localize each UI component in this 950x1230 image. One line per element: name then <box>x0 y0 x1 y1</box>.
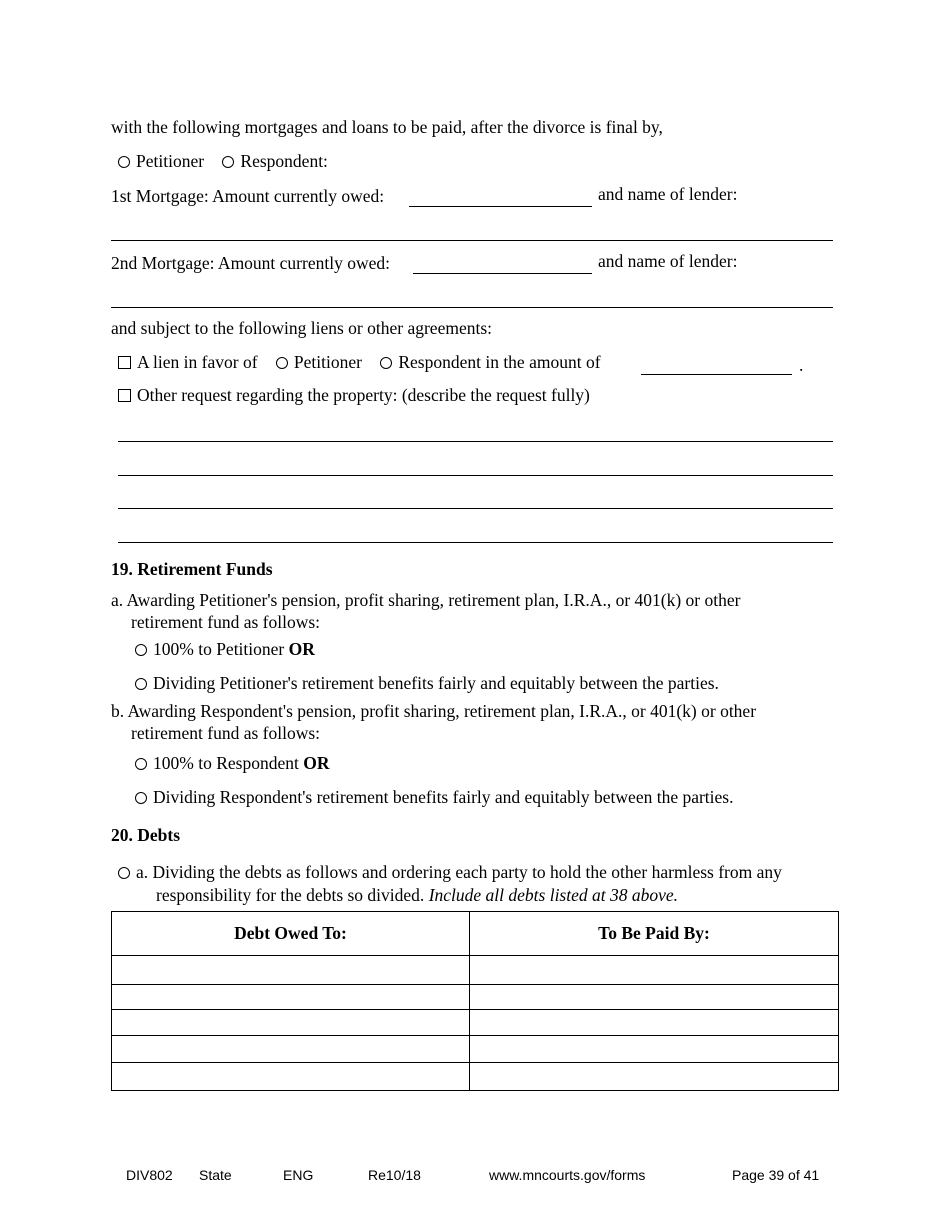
lien-line <box>118 351 601 373</box>
debt-owed-to-cell[interactable] <box>112 1010 470 1036</box>
lien-checkbox[interactable] <box>118 356 131 369</box>
retirement-a-line1: a. Awarding Petitioner's pension, profit sharing, retirement plan, I.R.A., or 401(k) or other <box>111 590 741 610</box>
retirement-b-line1: b. Awarding Respondent's pension, profit sharing, retirement plan, I.R.A., or 401(k) or other <box>111 701 757 721</box>
debt-owed-to-cell[interactable] <box>112 1036 470 1063</box>
liens-intro: and subject to the following liens or other agreements: <box>111 318 493 338</box>
paid-by-cell[interactable] <box>470 1010 839 1036</box>
debt-owed-to-cell[interactable] <box>112 1063 470 1091</box>
retirement-b-opt1 <box>135 752 329 774</box>
mortgage2-label: 2nd Mortgage: Amount currently owed: <box>111 253 390 273</box>
retirement-b-opt2-label: Dividing Respondent's retirement benefits fairly and equitably between the parties. <box>153 787 734 807</box>
other-request-label: Other request regarding the property: (describe the request fully) <box>137 385 590 405</box>
lien-petitioner-radio[interactable] <box>276 357 288 369</box>
lien-label: A lien in favor of <box>137 352 258 372</box>
table-row <box>112 956 839 985</box>
or-label: OR <box>303 753 330 773</box>
mortgage2-lender-field[interactable] <box>111 307 833 308</box>
paid-by-cell[interactable] <box>470 985 839 1010</box>
table-row <box>112 985 839 1010</box>
lien-respondent-label: Respondent in the amount of <box>398 352 601 372</box>
debts-heading: 20. Debts <box>111 825 181 845</box>
retirement-heading: 19. Retirement Funds <box>111 559 273 579</box>
debts-a-label: a. Dividing the debts as follows and ordering each party to hold the other harmless from any <box>136 862 782 882</box>
debts-table <box>111 911 839 1091</box>
other-request-line-3[interactable] <box>118 508 833 509</box>
debts-a-radio[interactable] <box>118 867 130 879</box>
other-request-line <box>118 384 590 406</box>
retirement-a-opt2-radio[interactable] <box>135 678 147 690</box>
mortgage1-lender-label: and name of lender: <box>598 184 738 204</box>
col-to-be-paid-by: To Be Paid By: <box>470 912 839 956</box>
paid-by-cell[interactable] <box>470 1063 839 1091</box>
retirement-a-opt1 <box>135 638 315 660</box>
footer-state: State <box>199 1167 232 1183</box>
lien-respondent-radio[interactable] <box>380 357 392 369</box>
footer-revision: Re10/18 <box>368 1167 421 1183</box>
debts-table-header <box>112 912 839 956</box>
other-request-line-1[interactable] <box>118 441 833 442</box>
petitioner-label: Petitioner <box>136 151 205 171</box>
mortgage1-lender-field[interactable] <box>111 240 833 241</box>
footer-language: ENG <box>283 1167 314 1183</box>
debts-a-line2 <box>156 884 678 906</box>
debt-owed-to-cell[interactable] <box>112 985 470 1010</box>
footer-form-id: DIV802 <box>126 1167 173 1183</box>
retirement-a-opt2 <box>135 672 719 694</box>
mortgage2-amount-field[interactable] <box>413 273 592 274</box>
debt-owed-to-cell[interactable] <box>112 956 470 985</box>
retirement-b-opt1-label: 100% to Respondent <box>153 753 299 773</box>
respondent-radio[interactable] <box>222 156 234 168</box>
retirement-b-opt2-radio[interactable] <box>135 792 147 804</box>
petitioner-radio[interactable] <box>118 156 130 168</box>
debts-a-note: Include all debts listed at 38 above. <box>428 885 679 905</box>
mortgage1-label: 1st Mortgage: Amount currently owed: <box>111 186 385 206</box>
retirement-b-opt2 <box>135 786 733 808</box>
table-row <box>112 1063 839 1091</box>
mortgage2-lender-label: and name of lender: <box>598 251 738 271</box>
table-row <box>112 1010 839 1036</box>
retirement-a-opt1-radio[interactable] <box>135 644 147 656</box>
retirement-a-opt2-label: Dividing Petitioner's retirement benefits fairly and equitably between the parties. <box>153 673 719 693</box>
col-debt-owed-to: Debt Owed To: <box>112 912 470 956</box>
or-label: OR <box>288 639 315 659</box>
retirement-a-opt1-label: 100% to Petitioner <box>153 639 285 659</box>
other-request-checkbox[interactable] <box>118 389 131 402</box>
debts-a-line1 <box>118 861 782 883</box>
debts-a-line2-text: responsibility for the debts so divided. <box>156 885 425 905</box>
payer-options <box>118 150 328 172</box>
lien-amount-field[interactable] <box>641 374 792 375</box>
footer-page-number: Page 39 of 41 <box>732 1167 820 1183</box>
retirement-b-line2: retirement fund as follows: <box>131 723 321 743</box>
retirement-a-line2: retirement fund as follows: <box>131 612 321 632</box>
lien-petitioner-label: Petitioner <box>293 352 362 372</box>
other-request-line-4[interactable] <box>118 542 833 543</box>
mortgage1-amount-field[interactable] <box>409 206 592 207</box>
paid-by-cell[interactable] <box>470 956 839 985</box>
lien-end-period: . <box>799 355 804 375</box>
retirement-b-opt1-radio[interactable] <box>135 758 147 770</box>
other-request-line-2[interactable] <box>118 475 833 476</box>
property-intro: with the following mortgages and loans to be paid, after the divorce is final by, <box>111 117 663 137</box>
footer-url: www.mncourts.gov/forms <box>489 1167 646 1183</box>
paid-by-cell[interactable] <box>470 1036 839 1063</box>
respondent-label: Respondent: <box>240 151 328 171</box>
table-row <box>112 1036 839 1063</box>
